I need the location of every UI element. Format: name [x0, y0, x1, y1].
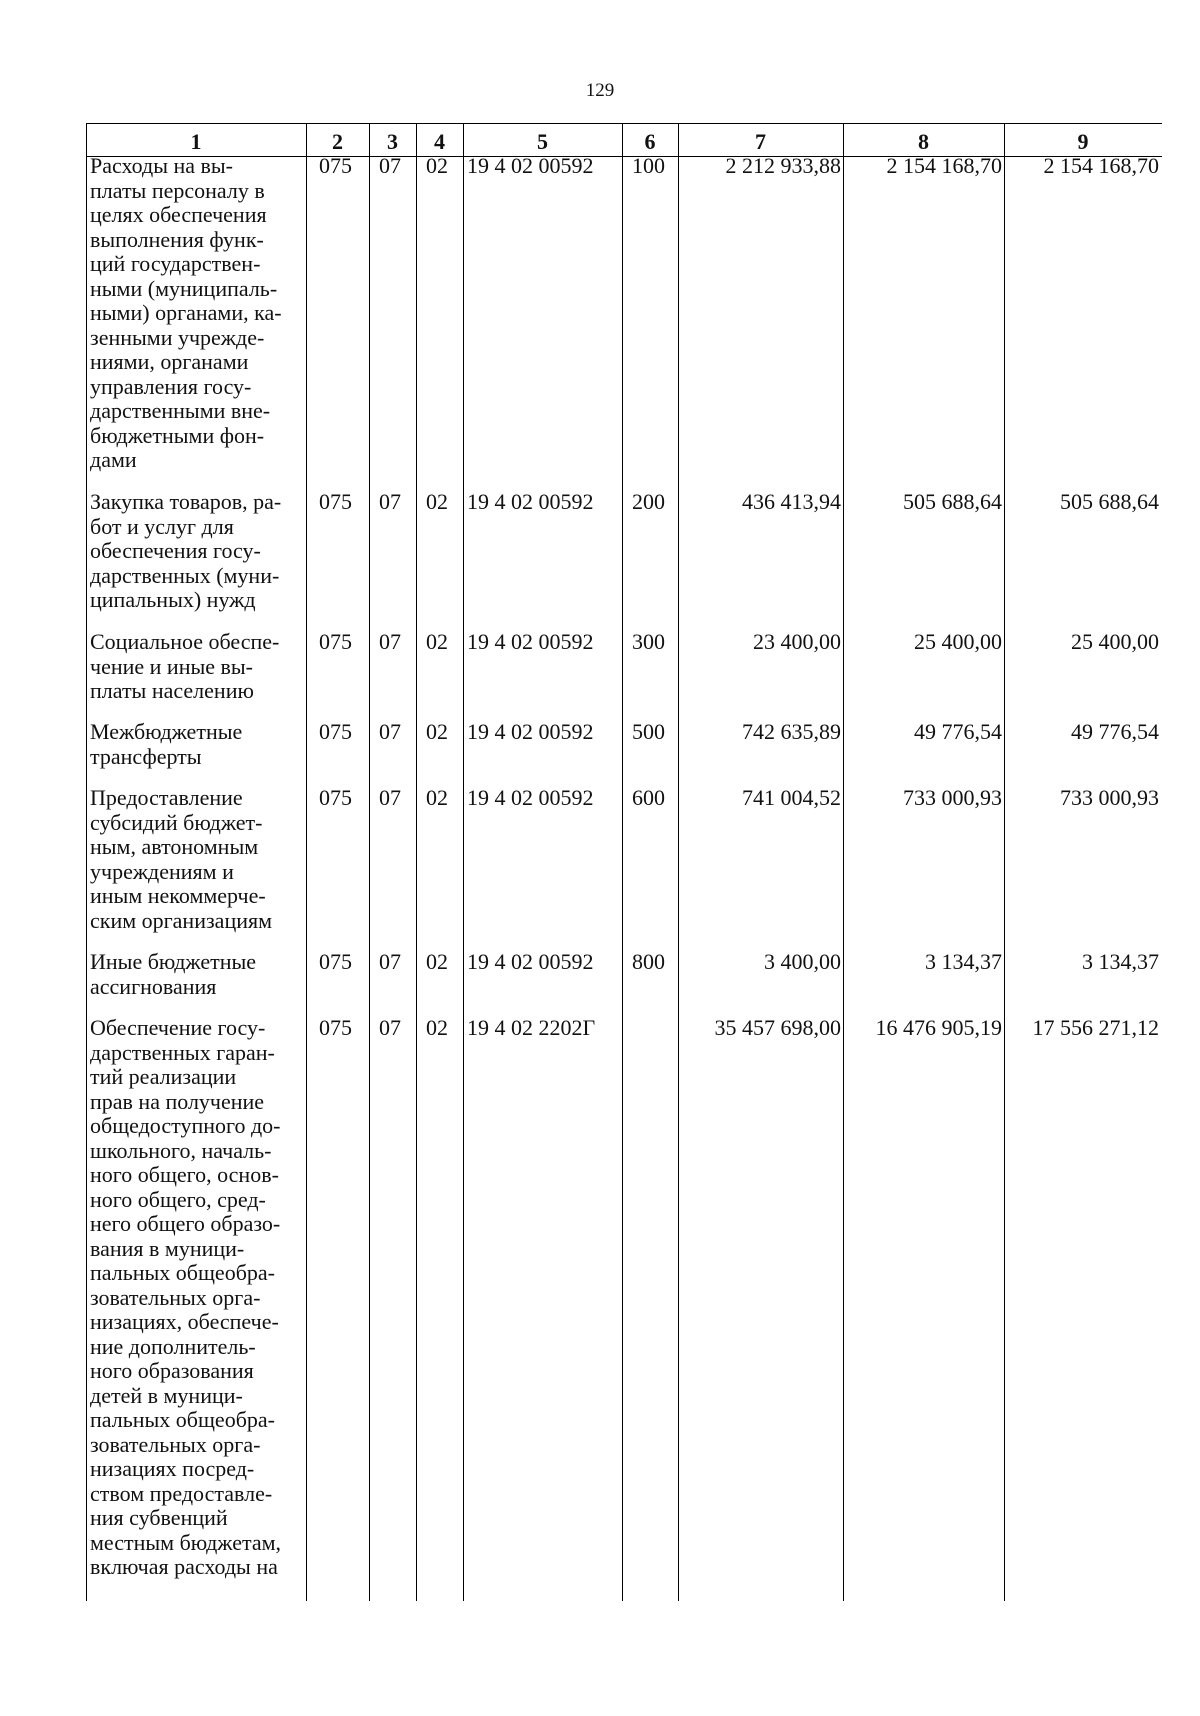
row-description: Обеспечение госу- дарственных гаран- тий реализации прав на получение общедоступного до- школьного, началь- ного общего, основ- ного общего, сред- него общего образо- вания в муници- пальных общеобра- зовательных орга- низациях, обеспече- ние дополнитель- ного образования детей в муници- пальных общеобра- зовательных орга- низациях посред- ством предоставле- ния субвенций местным бюджетам, включая расходы на — [90, 1015, 282, 1579]
cell-col-5: 19 4 02 00592 — [467, 949, 594, 974]
cell-col-6: 600 — [632, 785, 665, 810]
cell-col-4: 02 — [426, 153, 448, 178]
cell-col-2: 075 — [319, 1015, 352, 1040]
cell-col-4: 02 — [426, 629, 448, 654]
row-description: Расходы на вы- платы персоналу в целях обеспечения выполнения функ- ций государствен- ными (муниципаль- ными) органами, ка- зенными учрежде- ниями, органами управления госу- дарственными вне- бюджетными фон- дами — [90, 153, 282, 472]
cell-col-5: 19 4 02 2202Г — [467, 1015, 596, 1040]
row-description: Закупка товаров, ра- бот и услуг для обеспечения госу- дарственных (муни- ципальных) нужд — [90, 489, 282, 612]
cell-col-8: 2 154 168,70 — [886, 153, 1002, 178]
cell-col-9: 2 154 168,70 — [1043, 153, 1159, 178]
cell-col-4: 02 — [426, 489, 448, 514]
cell-col-8: 16 476 905,19 — [875, 1015, 1002, 1040]
cell-col-7: 741 004,52 — [742, 785, 841, 810]
budget-table — [86, 123, 1162, 1601]
header-col-9: 9 — [1077, 129, 1089, 154]
cell-col-2: 075 — [319, 785, 352, 810]
cell-col-6: 300 — [632, 629, 665, 654]
header-col-5: 5 — [537, 129, 548, 154]
cell-col-3: 07 — [379, 785, 401, 810]
cell-col-2: 075 — [319, 949, 352, 974]
cell-col-3: 07 — [379, 153, 401, 178]
header-col-8: 8 — [918, 129, 929, 154]
header-col-6: 6 — [644, 129, 656, 154]
cell-col-6: 500 — [632, 719, 665, 744]
cell-col-2: 075 — [319, 153, 352, 178]
cell-col-4: 02 — [426, 719, 448, 744]
row-description: Иные бюджетные ассигнования — [90, 949, 257, 999]
cell-col-8: 25 400,00 — [914, 629, 1002, 654]
cell-col-8: 505 688,64 — [903, 489, 1002, 514]
cell-col-7: 2 212 933,88 — [725, 153, 841, 178]
cell-col-8: 3 134,37 — [925, 949, 1002, 974]
cell-col-5: 19 4 02 00592 — [467, 629, 594, 654]
header-col-3: 3 — [387, 129, 398, 154]
row-description: Межбюджетные трансферты — [90, 719, 243, 769]
cell-col-3: 07 — [379, 1015, 401, 1040]
cell-col-9: 505 688,64 — [1060, 489, 1159, 514]
cell-col-8: 49 776,54 — [914, 719, 1002, 744]
cell-col-2: 075 — [319, 719, 352, 744]
cell-col-4: 02 — [426, 1015, 448, 1040]
cell-col-7: 3 400,00 — [764, 949, 841, 974]
cell-col-5: 19 4 02 00592 — [467, 489, 594, 514]
cell-col-6: 200 — [632, 489, 665, 514]
row-description: Социальное обеспе- чение и иные вы- платы населению — [90, 629, 280, 703]
cell-col-7: 35 457 698,00 — [714, 1015, 841, 1040]
cell-col-9: 25 400,00 — [1071, 629, 1159, 654]
cell-col-8: 733 000,93 — [903, 785, 1002, 810]
cell-col-5: 19 4 02 00592 — [467, 153, 594, 178]
header-col-1: 1 — [190, 129, 202, 154]
cell-col-4: 02 — [426, 785, 448, 810]
cell-col-2: 075 — [319, 489, 352, 514]
row-description: Предоставление субсидий бюджет- ным, автономным учреждениям и иным некоммерче- ским организациям — [90, 785, 273, 933]
cell-col-5: 19 4 02 00592 — [467, 785, 594, 810]
cell-col-4: 02 — [426, 949, 448, 974]
cell-col-9: 733 000,93 — [1060, 785, 1159, 810]
page-number: 129 — [585, 80, 615, 101]
cell-col-9: 17 556 271,12 — [1032, 1015, 1159, 1040]
cell-col-3: 07 — [379, 629, 401, 654]
cell-col-9: 3 134,37 — [1082, 949, 1159, 974]
header-col-4: 4 — [434, 129, 445, 154]
cell-col-5: 19 4 02 00592 — [467, 719, 594, 744]
cell-col-3: 07 — [379, 489, 401, 514]
header-col-2: 2 — [332, 129, 343, 154]
header-col-7: 7 — [755, 129, 766, 154]
cell-col-6: 800 — [632, 949, 665, 974]
cell-col-6: 100 — [632, 153, 665, 178]
cell-col-7: 436 413,94 — [742, 489, 841, 514]
cell-col-2: 075 — [319, 629, 352, 654]
cell-col-3: 07 — [379, 949, 401, 974]
cell-col-7: 742 635,89 — [742, 719, 841, 744]
cell-col-3: 07 — [379, 719, 401, 744]
cell-col-7: 23 400,00 — [753, 629, 841, 654]
cell-col-9: 49 776,54 — [1071, 719, 1159, 744]
